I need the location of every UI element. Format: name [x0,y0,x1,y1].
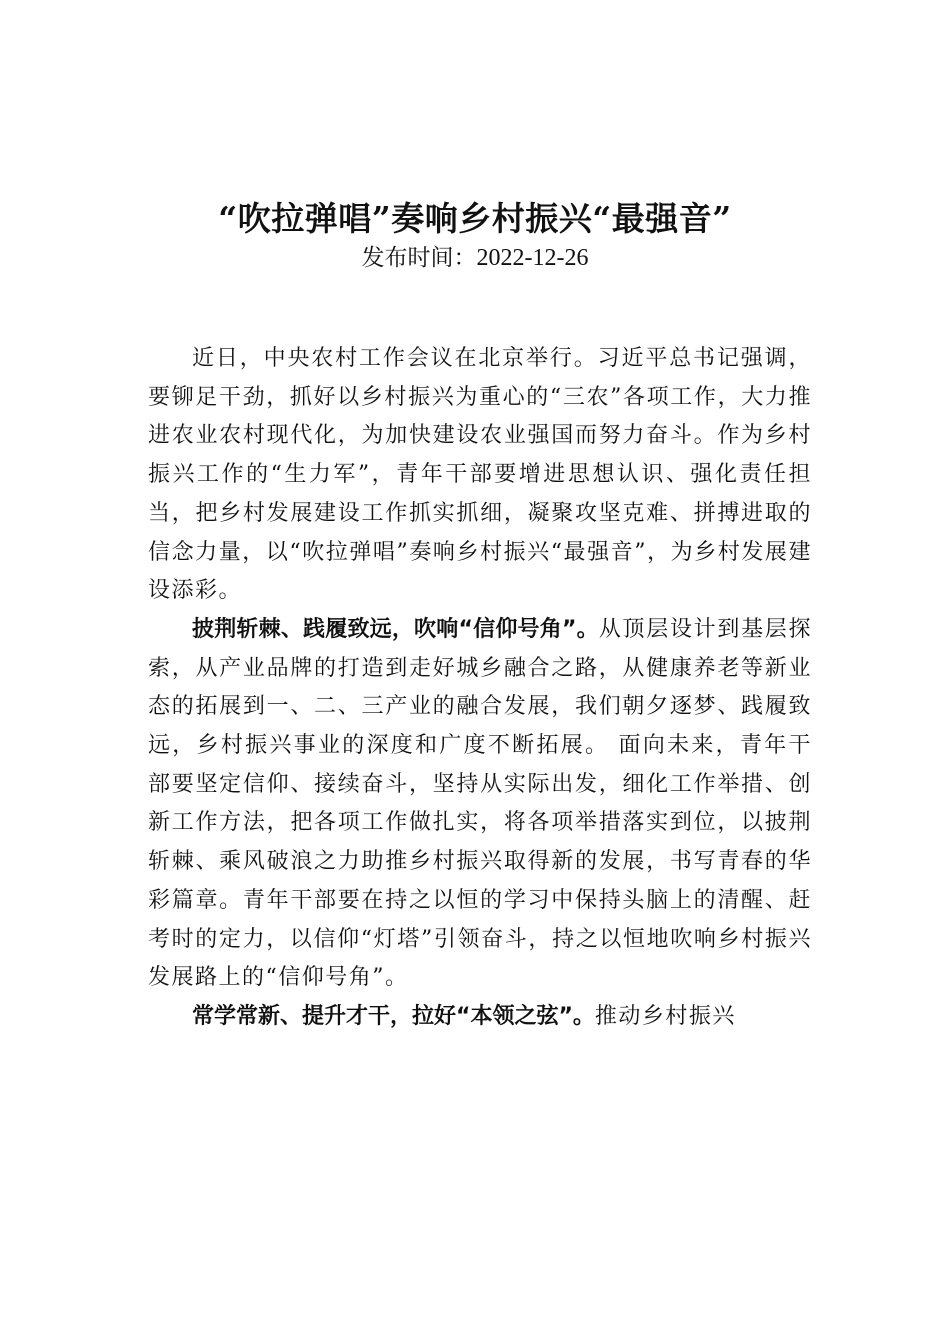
paragraph-2 [148,611,812,998]
article-body [148,340,812,1037]
paragraph-1 [148,340,812,611]
paragraph-3-lead: 常学常新、提升才干，拉好“本领之弦”。 [192,1003,595,1029]
paragraph-3-text: 推动乡村振兴 [594,1003,736,1029]
article-title: “吹拉弹唱”奏响乡村振兴“最强音” [218,199,732,239]
paragraph-2-lead: 披荆斩棘、践履致远，吹响“信仰号角”。 [192,616,599,642]
paragraph-2-text: 从顶层设计到基层探索，从产业品牌的打造到走好城乡融合之路，从健康养老等新业态的拓展到一、二、三产业的融合发展，我们朝夕逐梦、践履致远，乡村振兴事业的深度和广度不断拓展。 面向未来，青年干部要坚定信仰、接续奋斗，坚持从实际出发，细化工作举措、创新工作方法，把各项工作做扎实，将各项举措落实到位，以披荆斩棘、乘风破浪之力助推乡村振兴取得新的发展，书写青春的华彩篇章。青年干部要在持之以恒的学习中保持头脑上的清醒、赶考时的定力，以信仰“灯塔”引领奋斗，持之以恒地吹响乡村振兴发展路上的“信仰号角”。 [148,616,812,991]
publish-date [0,240,950,276]
paragraph-3 [148,998,812,1037]
publish-date-label: 发布时间： [361,245,477,271]
paragraph-1-text: 近日，中央农村工作会议在北京举行。习近平总书记强调，要铆足干劲，抓好以乡村振兴为重心的“三农”各项工作，大力推进农业农村现代化，为加快建设农业强国而努力奋斗。作为乡村振兴工作的“生力军”，青年干部要增进思想认识、强化责任担当，把乡村发展建设工作抓实抓细，凝聚攻坚克难、拼搏进取的信念力量，以“吹拉弹唱”奏响乡村振兴“最强音”，为乡村发展建设添彩。 [148,346,812,604]
publish-date-value: 2022-12-26 [476,245,589,271]
